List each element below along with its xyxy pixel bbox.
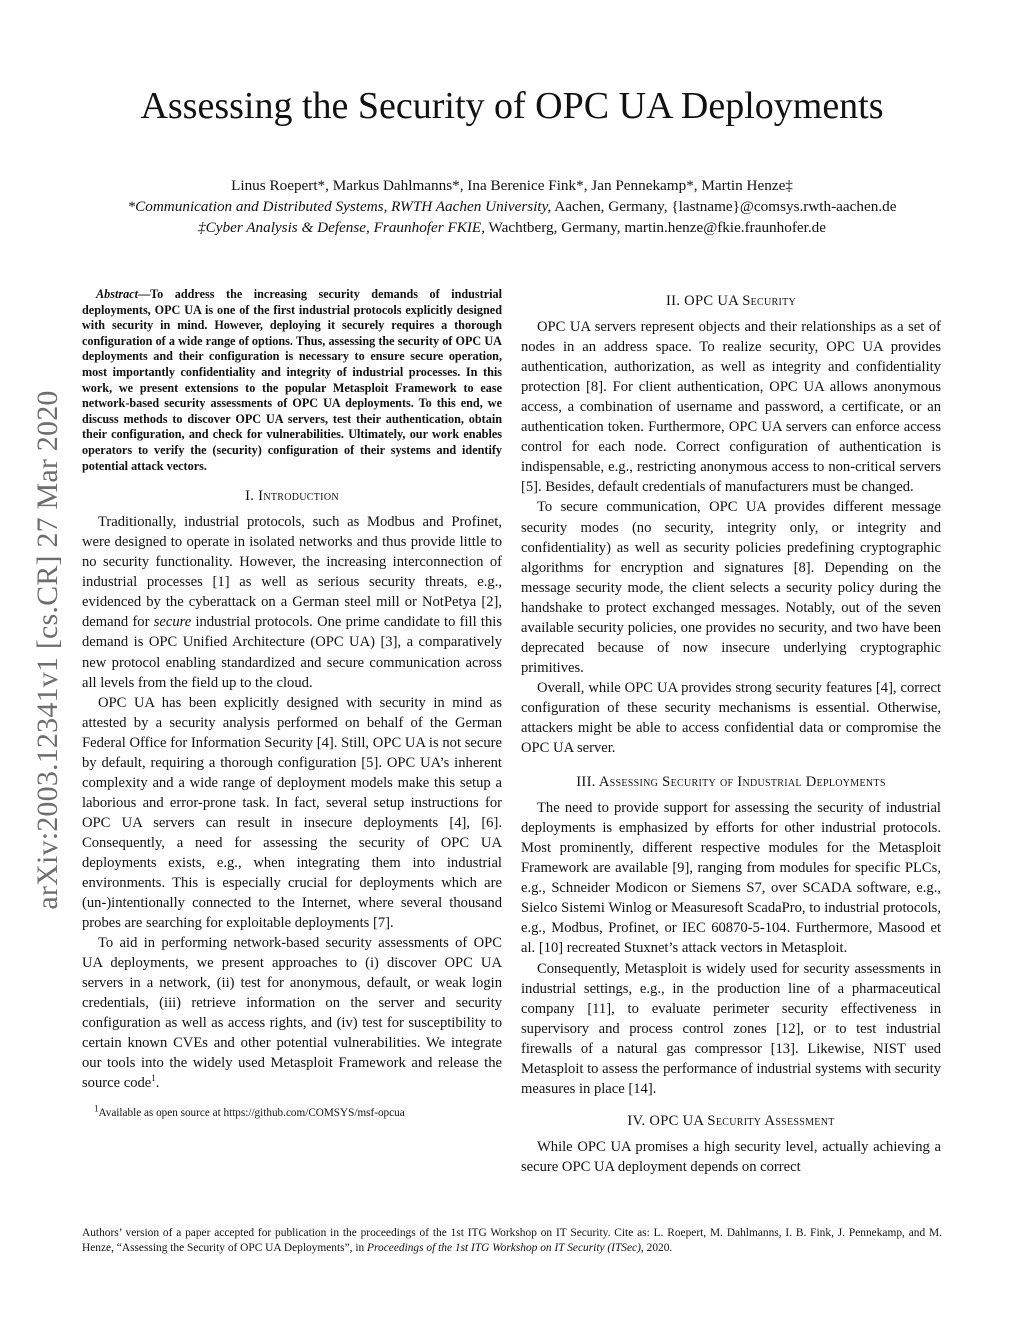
footnote-mark: 1	[94, 1102, 99, 1113]
left-column	[82, 287, 502, 1120]
intro-paragraph-3	[82, 933, 502, 1093]
author-list: Linus Roepert*, Markus Dahlmanns*, Ina Berenice Fink*, Jan Pennekamp*, Martin Henze‡	[231, 177, 793, 194]
right-column	[521, 287, 941, 1177]
affiliation-rwth-name: *Communication and Distributed Systems, RWTH Aachen University,	[127, 198, 552, 215]
assessing-paragraph-1: The need to provide support for assessing the security of industrial deployments is emphasized by efforts for other industrial protocols. Most prominently, different respective modules for the Metasploit Framework are available [9], ranging from modules for specific PLCs, e.g., Schneider Modicon or Siemens S7, over SCADA software, e.g., Sielco Sistemi Winlog or Measuresoft ScadaPro, to industrial protocols, e.g., Modbus, Profinet, or IEC 60870-5-104. Furthermore, Masood et al. [10] recreated Stuxnet’s attack vectors in Metasploit.	[521, 800, 941, 957]
publication-note	[82, 1226, 942, 1257]
security-paragraph-2: To secure communication, OPC UA provides different message security modes (no security, integrity only, or integrity and confidentiality) as well as security policies predefining cryptographic algorithms for encryption and signatures [8]. Depending on the message security mode, the client selects a security policy during the handshake to protect exchanged messages. Notably, out of the seven available security policies, one provides no security, and two have been deprecated because of now insecure underlying cryptographic primitives.	[521, 499, 941, 676]
publication-note-venue: Proceedings of the 1st ITG Workshop on IT Security (ITSec)	[367, 1242, 641, 1255]
section-heading-opcua-security: II. OPC UA Security	[665, 293, 797, 309]
section-heading-assessment: IV. OPC UA Security Assessment	[627, 1112, 835, 1129]
intro-paragraph-1	[82, 512, 502, 692]
abstract-text: —To address the increasing security demands of industrial deployments, OPC UA is one of the first industrial protocols explicitly designed with security in mind. However, deploying it securely requires a thorough configuration of a wide range of options. Thus, assessing the security of OPC UA deployments and their configuration is necessary to ensure secure operation, most importantly confidentiality and integrity of industrial processes. In this work, we present extensions to the popular Metasploit Framework to ease network-based security assessments of OPC UA deployments. To this end, we discuss methods to discover OPC UA servers, test their authentication, obtain their configuration, and check for vulnerabilities. Ultimately, our work enables operators to verify the (security) configuration of their systems and identify potential attack vectors.	[82, 287, 502, 473]
section-heading-introduction: I. Introduction	[245, 488, 339, 505]
paper-title: Assessing the Security of OPC UA Deployments	[140, 85, 884, 127]
intro-p1-emphasis: secure	[153, 614, 192, 631]
footnote	[82, 1102, 502, 1120]
affiliation-fkie-name: ‡Cyber Analysis & Defense, Fraunhofer FKIE,	[198, 219, 485, 236]
publication-note-text-a: Authors’ version of a paper accepted for publication in the proceedings of the 1st ITG Workshop on IT Security. Cite as: L. Roepert, M. Dahlmanns, I. B. Fink, J. Pennekamp, and M. Henze, “Assessing the Security of OPC UA Deployments”, in	[82, 1227, 942, 1255]
abstract-label: Abstract	[96, 287, 138, 301]
affiliation-rwth	[0, 196, 1024, 217]
intro-p3-end: .	[155, 1075, 160, 1092]
abstract	[82, 287, 502, 474]
intro-paragraph-2: OPC UA has been explicitly designed with security in mind as attested by a security analysis performed on behalf of the German Federal Office for Information Security [4]. Still, OPC UA is not secure by default, requiring a thorough configuration [5]. OPC UA’s inherent complexity and a wide range of deployment models make this setup a laborious and error-prone task. In fact, several setup instructions for OPC UA servers can result in insecure deployments [4], [6]. Consequently, a need for assessing the security of OPC UA deployments exists, e.g., when integrating them into industrial environments. This is especially crucial for deployments which are (un-)intentionally connected to the Internet, where several thousand probes are searching for exploitable deployments [7].	[82, 694, 502, 932]
assessing-paragraph-2: Consequently, Metasploit is widely used for security assessments in industrial settings, e.g., in the production line of a pharmaceutical company [11], to evaluate perimeter security effectiveness in supervisory and process control zones [12], or to test industrial firewalls of a natural gas compressor [13]. Likewise, NIST used Metasploit to assess the performance of industrial systems with security measures in place [14].	[521, 960, 941, 1097]
intro-p1-text-a: Traditionally, industrial protocols, such as Modbus and Profinet, were designed to operate in isolated networks and thus provide little to no security functionality. However, the increasing interconnection of industrial processes [1] as well as serious security threats, e.g., evidenced by the cyberattack on a German steel mill or NotPetya [2], demand for	[82, 514, 502, 631]
footnote-text: Available as open source at https://github.com/COMSYS/msf-opcua	[98, 1106, 405, 1119]
affiliation-fkie-address: Wachtberg, Germany, martin.henze@fkie.fraunhofer.de	[485, 219, 826, 236]
section-heading-assessing: III. Assessing Security of Industrial Deployments	[576, 774, 886, 791]
affiliation-fkie	[0, 217, 1024, 238]
arxiv-identifier: arXiv:2003.12341v1 [cs.CR] 27 Mar 2020	[31, 390, 64, 910]
security-paragraph-1: OPC UA servers represent objects and their relationships as a set of nodes in an address space. To realize security, OPC UA provides authentication, authorization, as well as integrity and confidentiality protection [8]. For client authentication, OPC UA allows anonymous access, a combination of username and password, a certificate, or an authentication token. Furthermore, OPC UA servers can enforce access control for each node. Correct configuration of authentication is indispensable, e.g., restricting anonymous access to non-critical servers [5]. Besides, default credentials of manufacturers must be changed.	[521, 319, 941, 496]
assessment-paragraph-1: While OPC UA promises a high security level, actually achieving a secure OPC UA deployment depends on correct	[521, 1138, 941, 1175]
security-paragraph-3: Overall, while OPC UA provides strong security features [4], correct configuration of these security mechanisms is essential. Otherwise, attackers might be able to access confidential data or compromise the OPC UA server.	[521, 679, 941, 757]
intro-p3-text: To aid in performing network-based security assessments of OPC UA deployments, we present approaches to (i) discover OPC UA servers in a network, (ii) test for anonymous, default, or weak login credentials, (iii) retrieve information on the server and security configuration as well as access rights, and (iv) test for susceptibility to certain known CVEs and other potential vulnerabilities. We integrate our tools into the widely used Metasploit Framework and release the source code	[82, 935, 502, 1092]
publication-note-text-b: , 2020.	[640, 1242, 673, 1255]
author-block	[0, 175, 1024, 238]
affiliation-rwth-address: Aachen, Germany, {lastname}@comsys.rwth-aachen.de	[551, 198, 897, 215]
intro-p1-text-b: industrial protocols. One prime candidate to fill this demand is OPC Unified Architecture (OPC UA) [3], a comparatively new protocol enabling standardized and secure communication across all levels from the field up to the cloud.	[82, 614, 502, 691]
footnote-ref: 1	[151, 1073, 156, 1084]
